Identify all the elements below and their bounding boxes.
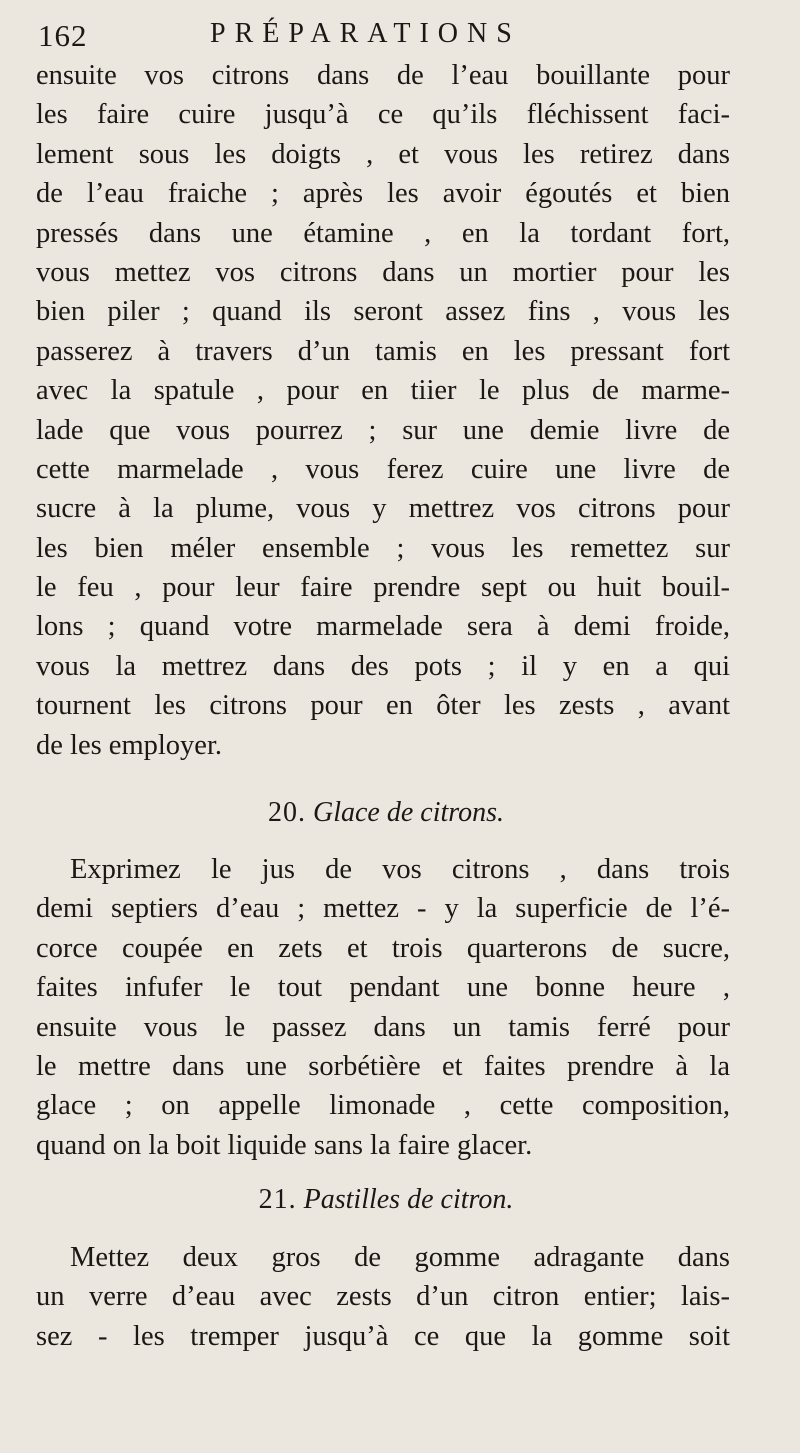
text-line: ensuite vos citrons dans de l’eau bouillante pour xyxy=(36,60,730,91)
section-title: Glace de citrons. xyxy=(312,797,505,828)
text-line: de l’eau fraiche ; après les avoir égoutés et bien xyxy=(36,178,730,210)
section-number: 21. xyxy=(258,1184,297,1215)
running-head: PRÉPARATIONS xyxy=(210,18,521,49)
text-line: les faire cuire jusqu’à ce qu’ils fléchissent faci- xyxy=(36,99,730,131)
text-line: ensuite vous le passez dans un tamis ferré pour xyxy=(36,1011,730,1043)
text-line: vous mettez vos citrons dans un mortier pour les xyxy=(36,256,730,288)
section-heading-pastilles-de-citron xyxy=(0,1181,786,1219)
text-line: un verre d’eau avec zests d’un citron entier; lais- xyxy=(36,1281,730,1313)
text-line: passerez à travers d’un tamis en les pressant fort xyxy=(36,335,730,367)
text-line: quand on la boit liquide sans la faire glacer. xyxy=(36,1129,533,1161)
paragraph-continued-recipe xyxy=(36,56,730,765)
section-number: 20. xyxy=(267,797,306,828)
text-line: le mettre dans une sorbétière et faites prendre à la xyxy=(36,1050,730,1082)
section-title: Pastilles de citron. xyxy=(303,1184,514,1215)
text-line: les bien méler ensemble ; vous les remettez sur xyxy=(36,532,730,564)
text-line: sez - les tremper jusqu’à ce que la gomme soit xyxy=(36,1320,730,1352)
text-line: cette marmelade , vous ferez cuire une livre de xyxy=(36,453,730,485)
paragraph-glace-de-citrons xyxy=(36,850,730,1165)
text-line: vous la mettrez dans des pots ; il y en a qui xyxy=(36,650,730,682)
text-line: lement sous les doigts , et vous les retirez dans xyxy=(36,138,730,170)
text-line: faites infufer le tout pendant une bonne heure , xyxy=(36,972,730,1004)
text-line: avec la spatule , pour en tiier le plus de marme- xyxy=(36,375,730,407)
text-line: lade que vous pourrez ; sur une demie livre de xyxy=(36,414,730,446)
text-line: sucre à la plume, vous y mettrez vos citrons pour xyxy=(36,493,730,525)
paragraph-pastilles-de-citron xyxy=(36,1238,730,1356)
text-line: glace ; on appelle limonade , cette composition, xyxy=(36,1090,730,1122)
text-line: de les employer. xyxy=(36,729,222,761)
text-line: bien piler ; quand ils seront assez fins , vous les xyxy=(36,296,730,328)
text-line: Mettez deux gros de gomme adragante dans xyxy=(70,1242,730,1273)
text-line: pressés dans une étamine , en la tordant fort, xyxy=(36,217,730,249)
text-line: corce coupée en zets et trois quarterons de sucre, xyxy=(36,932,730,964)
page-number: 162 xyxy=(38,18,88,53)
page-header xyxy=(38,16,778,58)
text-line: Exprimez le jus de vos citrons , dans trois xyxy=(70,854,730,885)
text-line: tournent les citrons pour en ôter les zests , avant xyxy=(36,690,730,722)
text-line: demi septiers d’eau ; mettez - y la superficie de l’é- xyxy=(36,893,730,925)
section-heading-glace-de-citrons xyxy=(0,794,786,832)
text-line: le feu , pour leur faire prendre sept ou huit bouil- xyxy=(36,572,730,604)
text-line: lons ; quand votre marmelade sera à demi froide, xyxy=(36,611,730,643)
